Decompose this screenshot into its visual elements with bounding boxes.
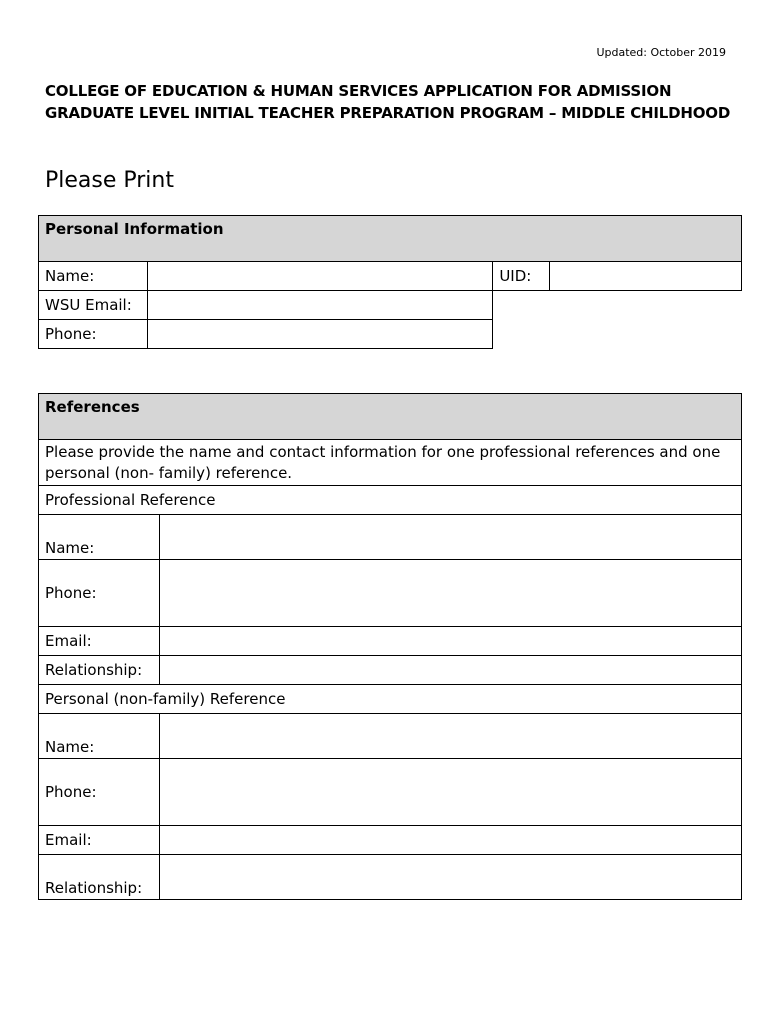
personal-reference-title: Personal (non-family) Reference	[39, 685, 742, 714]
uid-field[interactable]	[550, 262, 742, 291]
uid-label: UID:	[493, 262, 550, 291]
name-label: Name:	[39, 262, 148, 291]
personal-name-field[interactable]	[159, 714, 741, 759]
personal-email-label: Email:	[39, 826, 160, 855]
personal-phone-label: Phone:	[39, 759, 160, 826]
updated-date: Updated: October 2019	[596, 46, 726, 59]
professional-relationship-field[interactable]	[159, 656, 741, 685]
wsu-email-label: WSU Email:	[39, 291, 148, 320]
professional-phone-label: Phone:	[39, 560, 160, 627]
professional-relationship-label: Relationship:	[39, 656, 160, 685]
please-print-note: Please Print	[45, 168, 174, 193]
professional-phone-field[interactable]	[159, 560, 741, 627]
personal-email-field[interactable]	[159, 826, 741, 855]
personal-relationship-field[interactable]	[159, 855, 741, 900]
phone-field[interactable]	[147, 320, 492, 349]
form-title: COLLEGE OF EDUCATION & HUMAN SERVICES APPLICATION FOR ADMISSION GRADUATE LEVEL INITIAL TEACHER PREPARATION PROGRAM – MIDDLE CHILDHOOD	[45, 82, 731, 122]
references-instructions: Please provide the name and contact information for one professional references and one personal (non- family) reference.	[39, 440, 742, 486]
personal-relationship-label: Relationship:	[39, 855, 160, 900]
references-header: References	[39, 394, 742, 440]
references-table	[38, 393, 742, 900]
professional-email-field[interactable]	[159, 627, 741, 656]
wsu-email-field[interactable]	[147, 291, 492, 320]
personal-information-header: Personal Information	[39, 216, 742, 262]
personal-name-label: Name:	[39, 714, 160, 759]
professional-name-label: Name:	[39, 515, 160, 560]
personal-information-table	[38, 215, 742, 349]
professional-email-label: Email:	[39, 627, 160, 656]
name-field[interactable]	[147, 262, 492, 291]
phone-label: Phone:	[39, 320, 148, 349]
professional-name-field[interactable]	[159, 515, 741, 560]
professional-reference-title: Professional Reference	[39, 486, 742, 515]
personal-phone-field[interactable]	[159, 759, 741, 826]
